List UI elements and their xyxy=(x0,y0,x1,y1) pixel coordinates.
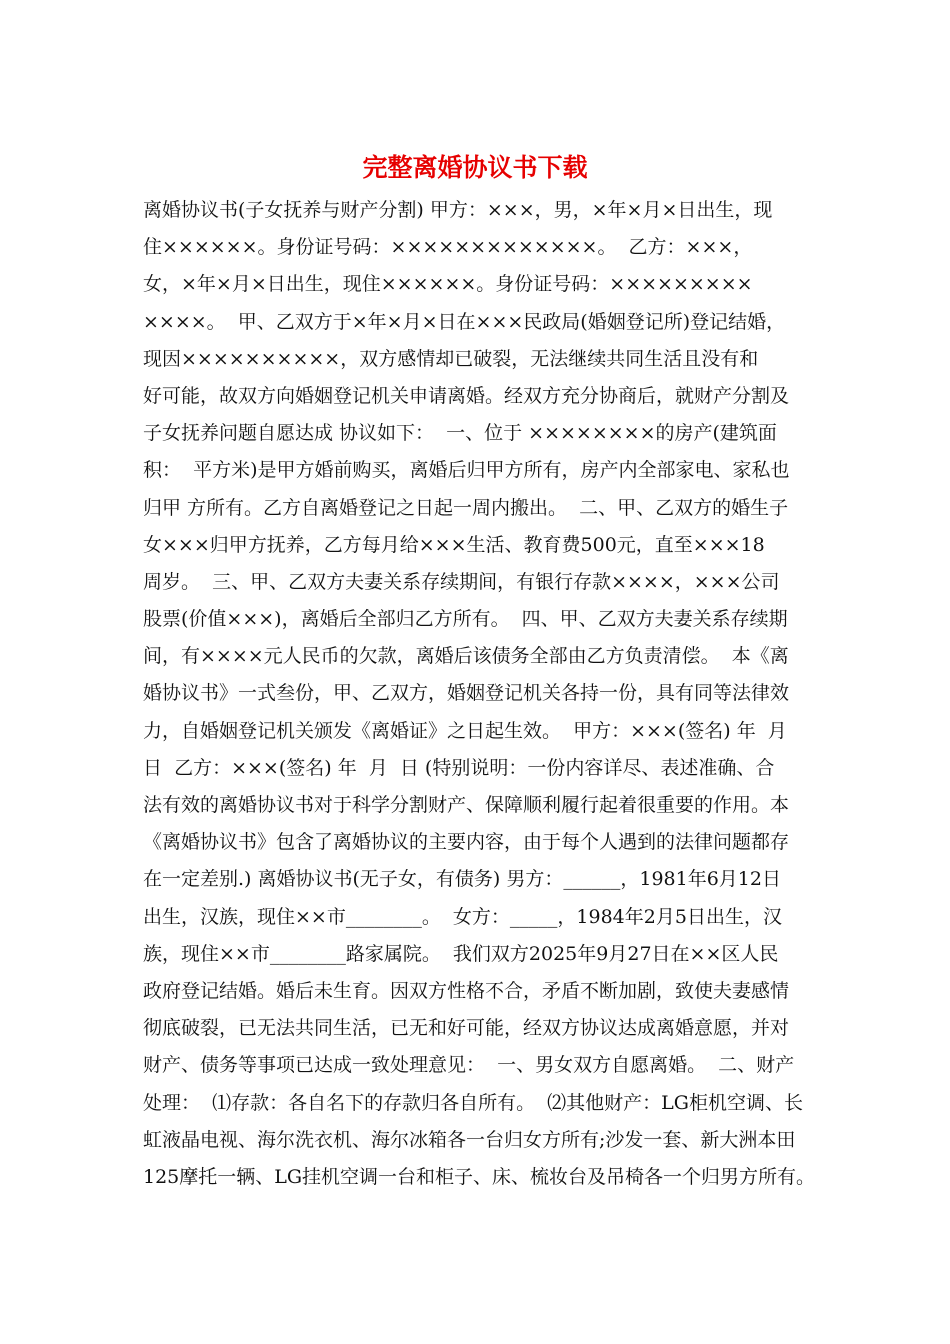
document-title: 完整离婚协议书下载 xyxy=(362,153,588,182)
body-line: 离婚协议书(子女抚养与财产分割) 甲方：×××，男，×年×月×日出生，现 xyxy=(143,199,773,221)
body-line: 125摩托一辆、LG挂机空调一台和柜子、床、梳妆台及吊椅各一个归男方所有。 xyxy=(143,1165,816,1188)
body-line: 财产、债务等事项已达成一致处理意见： 一、男女双方自愿离婚。 二、财产 xyxy=(143,1054,795,1077)
body-line: 法有效的离婚协议书对于科学分割财产、保障顺利履行起着很重要的作用。本 xyxy=(143,794,790,816)
body-line: 族，现住××市________路家属院。 我们双方2025年9月27日在××区人民 xyxy=(143,942,779,965)
body-line: 股票(价值×××)，离婚后全部归乙方所有。 四、甲、乙双方夫妻关系存续期 xyxy=(143,608,788,631)
body-line: 女×××归甲方抚养，乙方每月给×××生活、教育费500元，直至×××18 xyxy=(143,533,765,556)
body-line: 政府登记结婚。婚后未生育。因双方性格不合，矛盾不断加剧，致使夫妻感情 xyxy=(143,979,790,1002)
document-body xyxy=(143,192,818,1196)
body-line: 力，自婚姻登记机关颁发《离婚证》之日起生效。 甲方：×××(签名) 年 月 xyxy=(143,719,787,742)
body-line: 出生，汉族，现住××市________。 女方：_____，1984年2月5日出生，汉 xyxy=(143,905,782,928)
body-line: ××××。 甲、乙双方于×年×月×日在×××民政局(婚姻登记所)登记结婚， xyxy=(143,310,786,333)
body-line: 彻底破裂，已无法共同生活，已无和好可能，经双方协议达成离婚意愿，并对 xyxy=(143,1017,790,1040)
body-line: 现因××××××××××，双方感情却已破裂，无法继续共同生活且没有和 xyxy=(143,347,759,370)
body-line: 婚协议书》一式叁份，甲、乙双方，婚姻登记机关各持一份，具有同等法律效 xyxy=(143,682,790,705)
body-line: 归甲 方所有。乙方自离婚登记之日起一周内搬出。 二、甲、乙双方的婚生子 xyxy=(143,496,789,519)
body-line: 在一定差别.) 离婚协议书(无子女，有债务) 男方：______，1981年6月12日 xyxy=(143,868,781,891)
body-line: 日 乙方：×××(签名) 年 月 日 (特别说明：一份内容详尽、表述准确、合 xyxy=(143,756,775,779)
body-line: 住××××××。身份证号码：×××××××××××××。 乙方：×××， xyxy=(143,236,753,259)
body-line: 子女抚养问题自愿达成 协议如下： 一、位于 ××××××××的房产(建筑面 xyxy=(143,422,777,445)
body-line: 积： 平方米)是甲方婚前购买，离婚后归甲方所有，房产内全部家电、家私也 xyxy=(143,459,790,482)
body-line: 女，×年×月×日出生，现住××××××。身份证号码：××××××××× xyxy=(143,273,753,296)
body-line: 好可能，故双方向婚姻登记机关申请离婚。经双方充分协商后，就财产分割及 xyxy=(143,384,790,407)
body-line: 处理： ⑴存款：各自名下的存款归各自所有。 ⑵其他财产：LG柜机空调、长 xyxy=(143,1091,803,1114)
body-line: 《离婚协议书》包含了离婚协议的主要内容，由于每个人遇到的法律问题都存 xyxy=(143,831,790,854)
body-line: 周岁。 三、甲、乙双方夫妻关系存续期间，有银行存款××××，×××公司 xyxy=(143,570,780,593)
body-line: 间，有××××元人民币的欠款，离婚后该债务全部由乙方负责清偿。 本《离 xyxy=(143,645,789,668)
body-line: 虹液晶电视、海尔洗衣机、海尔冰箱各一台归女方所有;沙发一套、新大洲本田 xyxy=(143,1128,796,1151)
